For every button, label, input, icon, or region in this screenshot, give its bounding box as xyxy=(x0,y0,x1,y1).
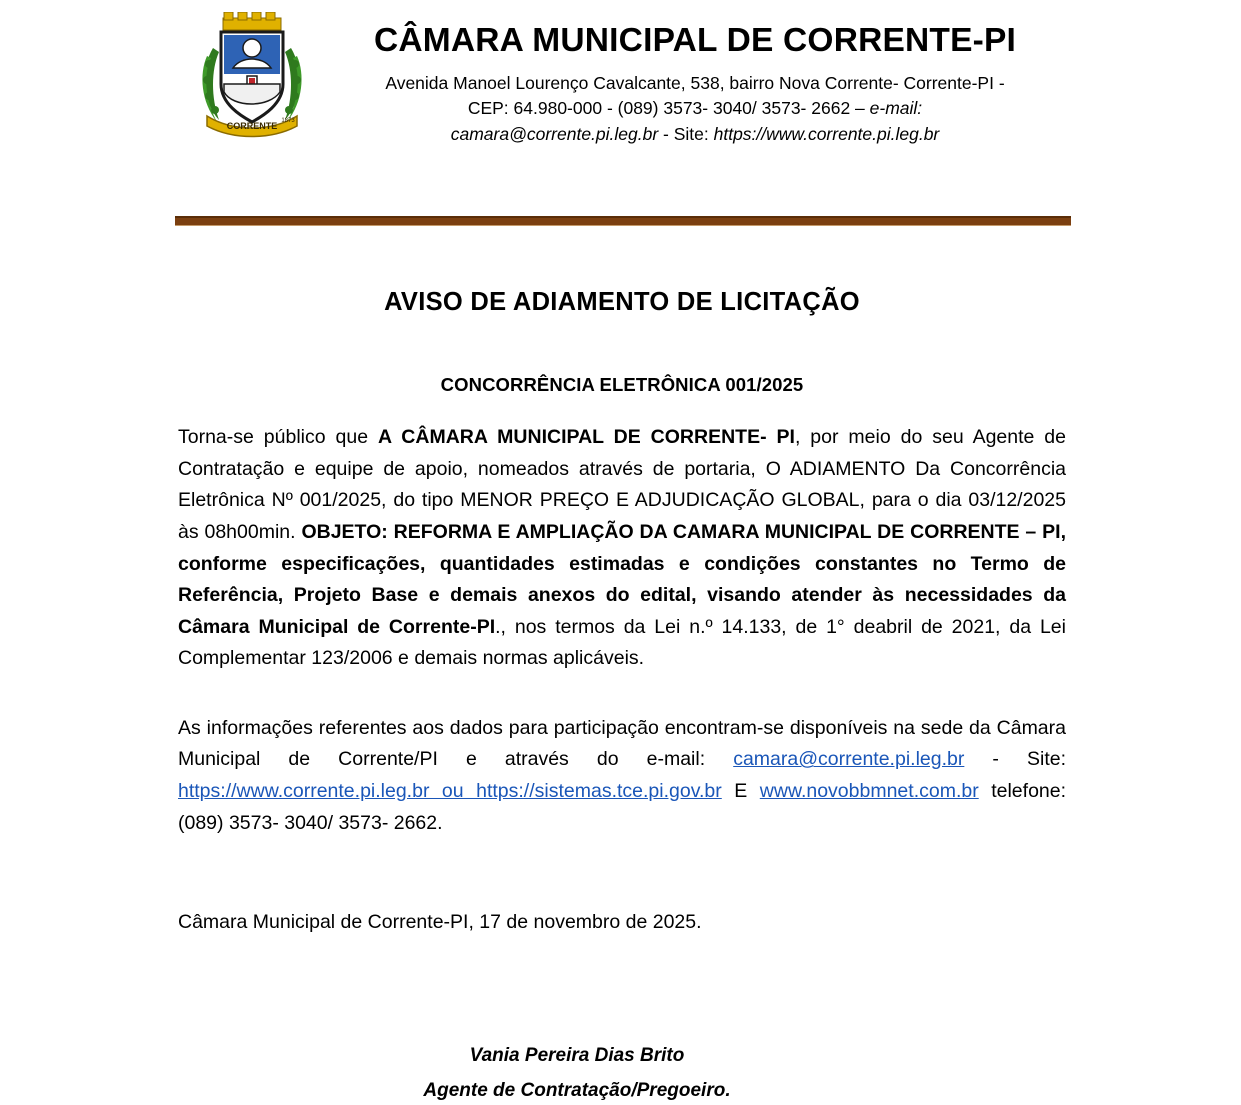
paragraph-1 xyxy=(178,422,1066,675)
site-link-1[interactable]: https://www.corrente.pi.leg.br ou https://sistemas.tce.pi.gov.br xyxy=(178,779,722,802)
document-header xyxy=(0,0,1241,148)
p1-bold-2: OBJETO: REFORMA E AMPLIAÇÃO DA CAMARA MUNICIPAL DE CORRENTE – PI, conforme especificações, quantidades estimadas e condições constantes no Termo de Referência, Projeto Base e demais anexos do edital, visando atender às necessidades da Câmara Municipal de Corrente-PI xyxy=(178,520,1066,638)
header-divider-wrap xyxy=(0,216,1241,226)
document-content xyxy=(0,288,1241,1105)
p2-text-2: - Site: xyxy=(964,748,1066,771)
address-line-2-plain: CEP: 64.980-000 - (089) 3573- 3040/ 3573- 2662 – xyxy=(467,98,870,119)
signature-name: Vania Pereira Dias Brito xyxy=(469,1045,685,1067)
p2-text-3: E xyxy=(721,779,760,802)
p1-text-3: ., nos termos da Lei n.º 14.133, de 1° deabril de 2021, da Lei Complementar 123/2006 e demais normas aplicáveis. xyxy=(178,615,1066,670)
p2-text-1: As informações referentes aos dados para participação encontram-se disponíveis na sede da Câmara Municipal de Corrente/PI e através do e-mail: xyxy=(178,716,1066,771)
coat-of-arms-icon xyxy=(193,12,311,140)
organization-title: CÂMARA MUNICIPAL DE CORRENTE-PI xyxy=(373,22,1017,59)
organization-address xyxy=(319,71,1071,149)
p1-text-2: , por meio do seu Agente de Contratação e equipe de apoio, nomeados através de portaria, O ADIAMENTO Da Concorrência Eletrônica Nº 001/2025, do tipo MENOR PREÇO E ADJUDICAÇÃO GLOBAL, para o dia 03/12/2025 às 08h00min. xyxy=(178,426,1066,543)
document-subtitle: CONCORRÊNCIA ELETRÔNICA 001/2025 xyxy=(440,374,804,396)
header-text-block xyxy=(311,8,1071,148)
p1-bold-1: A CÂMARA MUNICIPAL DE CORRENTE- PI xyxy=(378,426,795,449)
address-email-label: e-mail: xyxy=(869,98,923,119)
signature-block xyxy=(178,1042,1066,1105)
address-email-value: camara@corrente.pi.leg.br xyxy=(450,124,659,145)
site-link-2[interactable]: www.novobbmnet.com.br xyxy=(759,779,979,802)
p1-text-1: Torna-se público que xyxy=(178,426,379,449)
p2-text-4: telefone: (089) 3573- 3040/ 3573- 2662. xyxy=(178,779,1067,834)
crest-year-text: 1873 xyxy=(281,118,295,124)
signature-role: Agente de Contratação/Pregoeiro. xyxy=(423,1079,731,1101)
page-title: AVISO DE ADIAMENTO DE LICITAÇÃO xyxy=(384,288,860,317)
email-link[interactable]: camara@corrente.pi.leg.br xyxy=(733,748,965,771)
closing-line: Câmara Municipal de Corrente-PI, 17 de novembro de 2025. xyxy=(178,911,702,934)
address-site-label: - Site: xyxy=(658,124,714,145)
address-site-value: https://www.corrente.pi.leg.br xyxy=(713,124,940,145)
crest-motto-text: CORRENTE xyxy=(226,121,278,131)
header-divider xyxy=(175,216,1071,226)
paragraph-2 xyxy=(178,713,1066,839)
address-line-1: Avenida Manoel Lourenço Cavalcante, 538, bairro Nova Corrente- Corrente-PI - xyxy=(385,72,1005,93)
